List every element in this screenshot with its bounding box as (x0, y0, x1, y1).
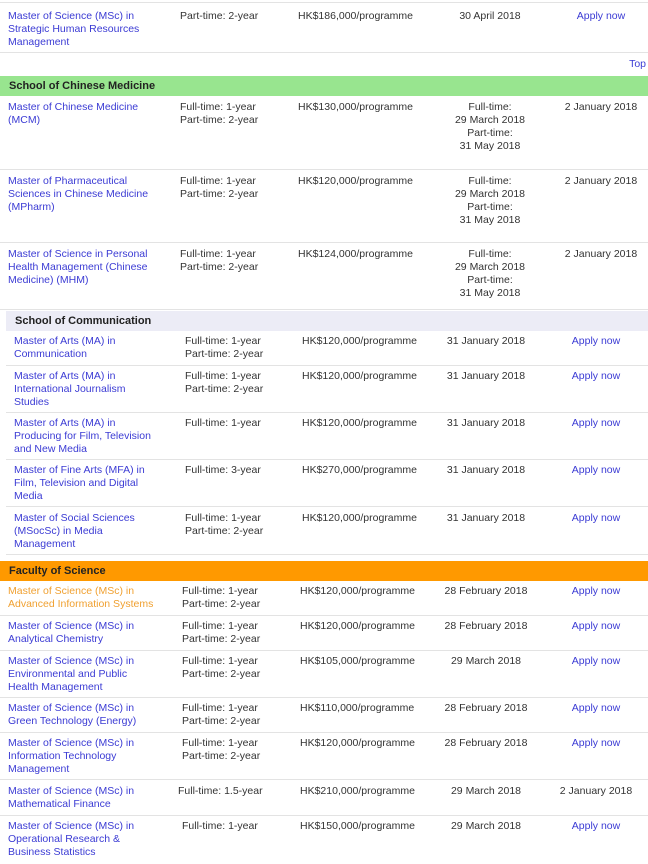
deadline-line: Full-time: (468, 175, 512, 187)
table-row (0, 170, 648, 243)
study-mode-line: Full-time: 1-year (182, 655, 258, 667)
study-mode-line: Full-time: 1-year (185, 370, 261, 382)
study-mode-line: Full-time: 1-year (185, 512, 261, 524)
study-mode-line: Part-time: 2-year (180, 114, 259, 126)
study-mode (180, 101, 290, 127)
table-row (6, 507, 648, 555)
programme-name-line: Master of Arts (MA) in (14, 335, 116, 347)
programme-name-link[interactable] (8, 248, 158, 287)
tuition-fee: HK$120,000/programme (302, 417, 417, 429)
apply-now-link[interactable]: Apply now (571, 655, 621, 667)
programme-name-line: Master of Science (MSc) in (8, 785, 135, 797)
apply-now-link[interactable]: Apply now (571, 820, 621, 832)
deadline-line: 29 March 2018 (450, 655, 522, 667)
application-deadline (426, 785, 546, 798)
deadline-line: 31 January 2018 (446, 417, 526, 429)
deadline-line: 28 February 2018 (444, 737, 528, 749)
study-mode-line: Part-time: 2-year (180, 261, 259, 273)
table-row (6, 331, 648, 366)
table-row (0, 96, 648, 170)
study-mode-line: Part-time: 2-year (185, 348, 264, 360)
application-deadline (430, 101, 550, 153)
deadline-line: 29 March 2018 (454, 114, 526, 126)
application-deadline (426, 417, 546, 430)
tuition-fee: HK$120,000/programme (298, 175, 413, 187)
table-row (0, 816, 648, 864)
table-row (6, 460, 648, 507)
programme-name-line: Master of Pharmaceutical (8, 175, 128, 187)
programme-name-line: Management (8, 763, 70, 775)
programme-name-link[interactable] (8, 655, 158, 694)
programme-name-link[interactable] (8, 620, 158, 646)
deadline-line: 29 March 2018 (454, 188, 526, 200)
application-open-date: 2 January 2018 (564, 248, 638, 260)
apply-now-link[interactable]: Apply now (571, 464, 621, 476)
apply-now-link[interactable]: Apply now (571, 512, 621, 524)
programme-name-line: and New Media (14, 443, 87, 455)
application-deadline (430, 175, 550, 227)
apply-now-link[interactable]: Apply now (571, 417, 621, 429)
deadline-line: 31 January 2018 (446, 370, 526, 382)
study-mode-line: Full-time: 1-year (185, 417, 261, 429)
programme-name-line: Film, Television and Digital (14, 477, 139, 489)
programme-name-link[interactable] (14, 335, 164, 361)
study-mode-line: Full-time: 1-year (180, 248, 256, 260)
table-row (0, 651, 648, 698)
study-mode (182, 620, 292, 646)
study-mode-line: Full-time: 1-year (182, 702, 258, 714)
tuition-fee: HK$120,000/programme (300, 620, 415, 632)
application-deadline (426, 620, 546, 633)
study-mode-line: Full-time: 1-year (180, 101, 256, 113)
programme-name-link[interactable] (8, 585, 158, 611)
tuition-fee: HK$186,000/programme (298, 10, 413, 22)
table-row (0, 581, 648, 616)
study-mode (178, 785, 288, 798)
programme-name-line: Advanced Information Systems (8, 598, 154, 610)
study-mode (185, 417, 295, 430)
application-deadline (430, 248, 550, 300)
tuition-fee: HK$210,000/programme (300, 785, 415, 797)
study-mode (182, 820, 292, 833)
deadline-line: 31 January 2018 (446, 512, 526, 524)
programme-name-line: Business Statistics (8, 846, 96, 858)
application-deadline (426, 335, 546, 348)
apply-now-link[interactable]: Apply now (571, 620, 621, 632)
section-header-chinese-medicine: School of Chinese Medicine (0, 76, 648, 96)
programme-name-line: Master of Fine Arts (MFA) in (14, 464, 145, 476)
study-mode-line: Full-time: 1-year (180, 175, 256, 187)
table-row (0, 733, 648, 780)
application-deadline (430, 10, 550, 23)
programme-name-link[interactable] (14, 512, 164, 551)
programme-name-link[interactable] (14, 417, 164, 456)
deadline-line: 29 March 2018 (450, 820, 522, 832)
programme-name-line: Strategic Human Resources (8, 23, 140, 35)
programme-name-line: Health Management (Chinese (8, 261, 148, 273)
application-deadline (426, 512, 546, 525)
programme-name-line: Sciences in Chinese Medicine (8, 188, 149, 200)
table-row (0, 616, 648, 651)
tuition-fee: HK$120,000/programme (302, 370, 417, 382)
table-row (0, 243, 648, 310)
tuition-fee: HK$130,000/programme (298, 101, 413, 113)
study-mode-line: Full-time: 1.5-year (178, 785, 263, 797)
tuition-fee: HK$124,000/programme (298, 248, 413, 260)
programme-name-line: Environmental and Public (8, 668, 128, 680)
tuition-fee: HK$270,000/programme (302, 464, 417, 476)
programme-name-line: International Journalism (14, 383, 126, 395)
deadline-line: 31 May 2018 (459, 287, 521, 299)
section-header-communication: School of Communication (6, 311, 648, 331)
application-open-date: 2 January 2018 (564, 175, 638, 187)
programme-name-link[interactable] (8, 702, 158, 728)
programme-name-line: Master of Science (MSc) in (8, 702, 135, 714)
programme-name-line: Master of Science (MSc) in (8, 620, 135, 632)
programme-name-link[interactable] (8, 101, 158, 127)
deadline-line: Part-time: (467, 274, 513, 286)
programme-name-line: Medicine) (MHM) (8, 274, 89, 286)
deadline-line: Full-time: (468, 101, 512, 113)
programme-name-line: Master of Science (MSc) in (8, 737, 135, 749)
study-mode (185, 464, 295, 477)
study-mode (182, 655, 292, 681)
application-deadline (426, 370, 546, 383)
programme-name-line: Operational Research & (8, 833, 121, 845)
deadline-line: 28 February 2018 (444, 585, 528, 597)
application-deadline (426, 655, 546, 668)
deadline-line: Part-time: (467, 127, 513, 139)
deadline-line: 31 May 2018 (459, 140, 521, 152)
study-mode-line: Full-time: 1-year (182, 620, 258, 632)
deadline-line: 29 March 2018 (450, 785, 522, 797)
programme-name-line: Analytical Chemistry (8, 633, 104, 645)
study-mode (185, 370, 295, 396)
study-mode (180, 248, 290, 274)
study-mode-line: Part-time: 2-year (182, 715, 261, 727)
apply-now-link[interactable]: Apply now (571, 737, 621, 749)
programme-name-line: Media (14, 490, 43, 502)
programme-name-line: Master of Arts (MA) in (14, 417, 116, 429)
application-deadline (426, 737, 546, 750)
deadline-line: 30 April 2018 (459, 10, 521, 22)
study-mode-line: Part-time: 2-year (182, 750, 261, 762)
deadline-line: 28 February 2018 (444, 702, 528, 714)
table-row (0, 780, 648, 816)
deadline-line: Part-time: (467, 201, 513, 213)
apply-now-link[interactable]: Apply now (571, 335, 621, 347)
tuition-fee: HK$120,000/programme (300, 585, 415, 597)
programme-name-line: Green Technology (Energy) (8, 715, 137, 727)
study-mode-line: Part-time: 2-year (182, 598, 261, 610)
tuition-fee: HK$105,000/programme (300, 655, 415, 667)
programme-name-line: Master of Science (MSc) in (8, 585, 135, 597)
programme-name-line: (MPharm) (8, 201, 55, 213)
study-mode-line: Full-time: 1-year (182, 585, 258, 597)
application-deadline (426, 464, 546, 477)
tuition-fee: HK$120,000/programme (302, 335, 417, 347)
table-row (6, 366, 648, 413)
study-mode (182, 737, 292, 763)
study-mode-line: Part-time: 2-year (182, 633, 261, 645)
deadline-line: 31 January 2018 (446, 335, 526, 347)
deadline-line: 31 May 2018 (459, 214, 521, 226)
tuition-fee: HK$120,000/programme (302, 512, 417, 524)
study-mode-line: Part-time: 2-year (180, 10, 259, 22)
study-mode (180, 10, 290, 23)
programme-name-line: Information Technology (8, 750, 117, 762)
programme-name-line: Studies (14, 396, 50, 408)
programme-name-link[interactable] (8, 737, 158, 776)
table-row (0, 698, 648, 733)
programme-name-line: Producing for Film, Television (14, 430, 151, 442)
table-row (0, 2, 648, 53)
programme-name-line: (MSocSc) in Media (14, 525, 103, 537)
tuition-fee: HK$150,000/programme (300, 820, 415, 832)
application-deadline (426, 820, 546, 833)
deadline-line: Full-time: (468, 248, 512, 260)
apply-now-link[interactable]: Apply now (571, 585, 621, 597)
programme-name-line: (MCM) (8, 114, 41, 126)
programme-name-line: Master of Science (MSc) in (8, 10, 135, 22)
study-mode (182, 585, 292, 611)
deadline-line: 29 March 2018 (454, 261, 526, 273)
apply-now-link[interactable]: Apply now (571, 370, 621, 382)
programme-name-link[interactable] (14, 370, 164, 409)
study-mode-line: Part-time: 2-year (182, 668, 261, 680)
programme-name-line: Master of Chinese Medicine (8, 101, 139, 113)
programme-name-line: Communication (14, 348, 87, 360)
study-mode (180, 175, 290, 201)
table-row (6, 413, 648, 460)
section-header-science: Faculty of Science (0, 561, 648, 581)
study-mode-line: Part-time: 2-year (185, 383, 264, 395)
deadline-line: 31 January 2018 (446, 464, 526, 476)
study-mode-line: Full-time: 1-year (182, 820, 258, 832)
programme-name-link[interactable] (8, 10, 158, 49)
application-deadline (426, 585, 546, 598)
study-mode-line: Full-time: 3-year (185, 464, 261, 476)
application-deadline (426, 702, 546, 715)
programme-name-link[interactable] (8, 785, 158, 811)
study-mode-line: Full-time: 1-year (182, 737, 258, 749)
programme-name-line: Master of Science (MSc) in (8, 820, 135, 832)
programme-name-line: Management (14, 538, 76, 550)
programme-name-line: Master of Science in Personal (8, 248, 148, 260)
programme-name-line: Health Management (8, 681, 103, 693)
programme-name-line: Management (8, 36, 70, 48)
deadline-line: 28 February 2018 (444, 620, 528, 632)
study-mode (185, 512, 295, 538)
study-mode (185, 335, 295, 361)
study-mode (182, 702, 292, 728)
application-open-date: 2 January 2018 (559, 785, 633, 797)
programme-name-link[interactable] (8, 175, 158, 214)
programme-name-line: Master of Arts (MA) in (14, 370, 116, 382)
study-mode-line: Full-time: 1-year (185, 335, 261, 347)
back-to-top-link[interactable]: Top (629, 58, 646, 70)
application-open-date: 2 January 2018 (564, 101, 638, 113)
apply-now-link[interactable]: Apply now (576, 10, 626, 22)
study-mode-line: Part-time: 2-year (180, 188, 259, 200)
programme-name-line: Mathematical Finance (8, 798, 111, 810)
programme-name-link[interactable] (8, 820, 158, 859)
study-mode-line: Part-time: 2-year (185, 525, 264, 537)
programme-name-line: Master of Social Sciences (14, 512, 135, 524)
tuition-fee: HK$110,000/programme (300, 702, 415, 714)
programme-name-link[interactable] (14, 464, 164, 503)
tuition-fee: HK$120,000/programme (300, 737, 415, 749)
apply-now-link[interactable]: Apply now (571, 702, 621, 714)
programme-name-line: Master of Science (MSc) in (8, 655, 135, 667)
